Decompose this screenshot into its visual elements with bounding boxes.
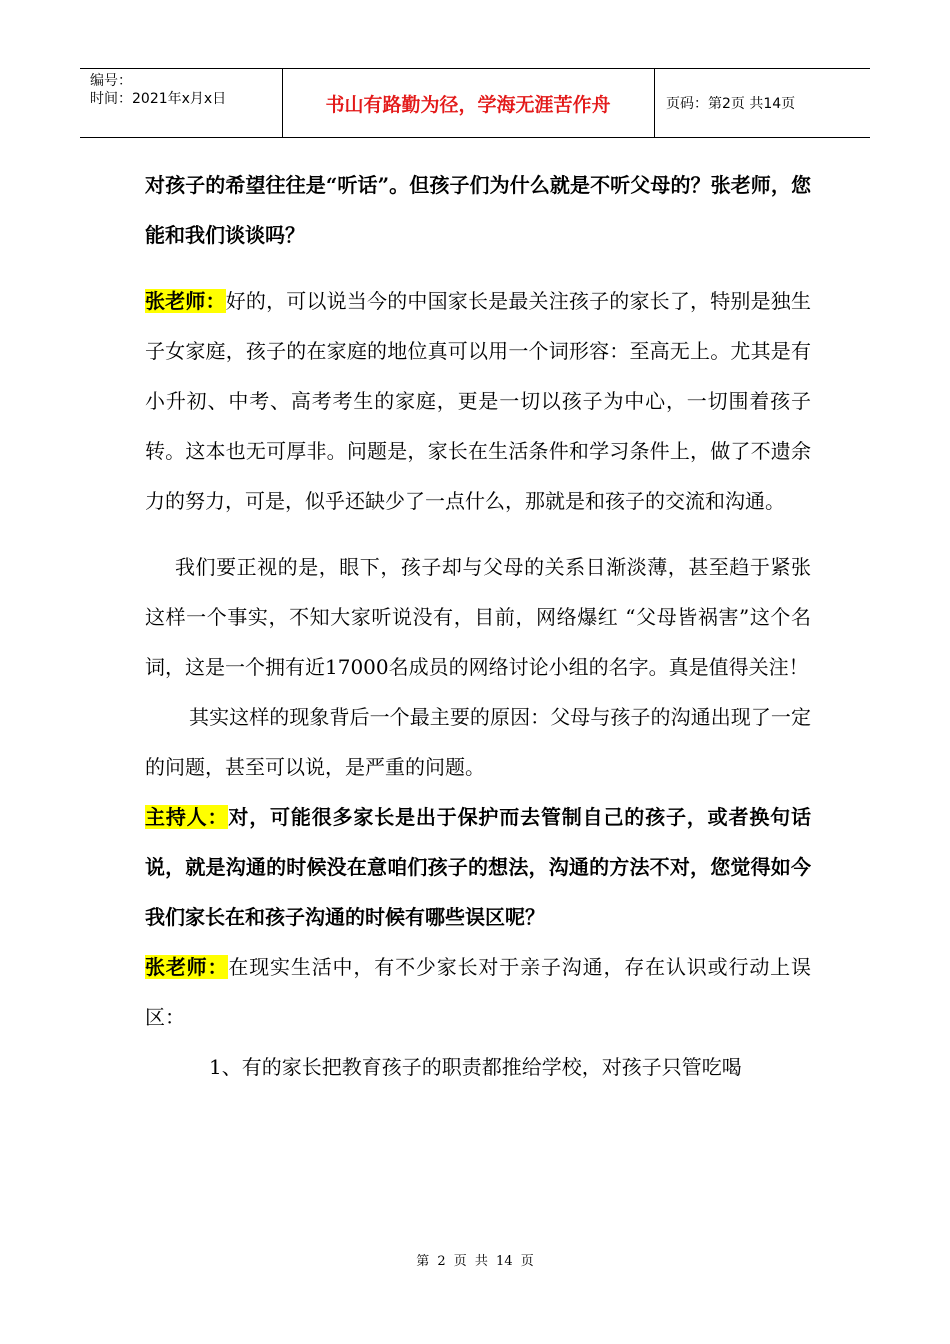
speaker-label: 张老师：: [145, 289, 226, 313]
speaker-label: 主持人：: [145, 805, 229, 829]
header-page-info: 页码：第2页 共14页: [666, 96, 796, 112]
date-label: 时间：2021年x月x日: [90, 91, 227, 107]
header-divider: [654, 69, 655, 137]
body-paragraph: 我们要正视的是，眼下，孩子却与父母的关系日渐淡薄，甚至趋于紧张这样一个事实，不知大家听说没有，目前，网络爆红 “父母皆祸害”这个名词，这是一个拥有近17000名成员的网络讨论小组的名字。真是值得关注！: [145, 555, 811, 679]
question-text: 对，可能很多家长是出于保护而去管制自己的孩子，或者换句话说，就是沟通的时候没在意咱们孩子的想法，沟通的方法不对，您觉得如今我们家长在和孩子沟通的时候有哪些误区呢？: [145, 805, 812, 929]
answer-text: 在现实生活中，有不少家长对于亲子沟通，存在认识或行动上误区：: [145, 955, 812, 1029]
body-paragraph: 其实这样的现象背后一个最主要的原因：父母与孩子的沟通出现了一定的问题，甚至可以说，是严重的问题。: [145, 705, 811, 779]
answer-paragraph: [145, 942, 811, 1042]
question-paragraph: [145, 792, 811, 942]
header-table: [80, 68, 870, 138]
page-footer: 第 2 页 共 14 页: [416, 1254, 534, 1269]
question-paragraph: 对孩子的希望往往是“听话”。但孩子们为什么就是不听父母的？张老师，您能和我们谈谈吗？: [145, 173, 811, 247]
header-motto: 书山有路勤为径，学海无涯苦作舟: [325, 93, 611, 116]
number-label: 编号：: [90, 73, 132, 89]
answer-paragraph: [145, 276, 811, 526]
list-item: 1、有的家长把教育孩子的职责都推给学校，对孩子只管吃喝: [209, 1055, 742, 1079]
document-body: [145, 160, 811, 1092]
speaker-label: 张老师：: [145, 955, 229, 979]
header-meta: [90, 72, 226, 108]
answer-text: 好的，可以说当今的中国家长是最关注孩子的家长了，特别是独生子女家庭，孩子的在家庭的地位真可以用一个词形容：至高无上。尤其是有小升初、中考、高考考生的家庭，更是一切以孩子为中心，一切围着孩子转。这本也无可厚非。问题是，家长在生活条件和学习条件上，做了不遗余力的努力，可是，似乎还缺少了一点什么，那就是和孩子的交流和沟通。: [145, 289, 811, 513]
